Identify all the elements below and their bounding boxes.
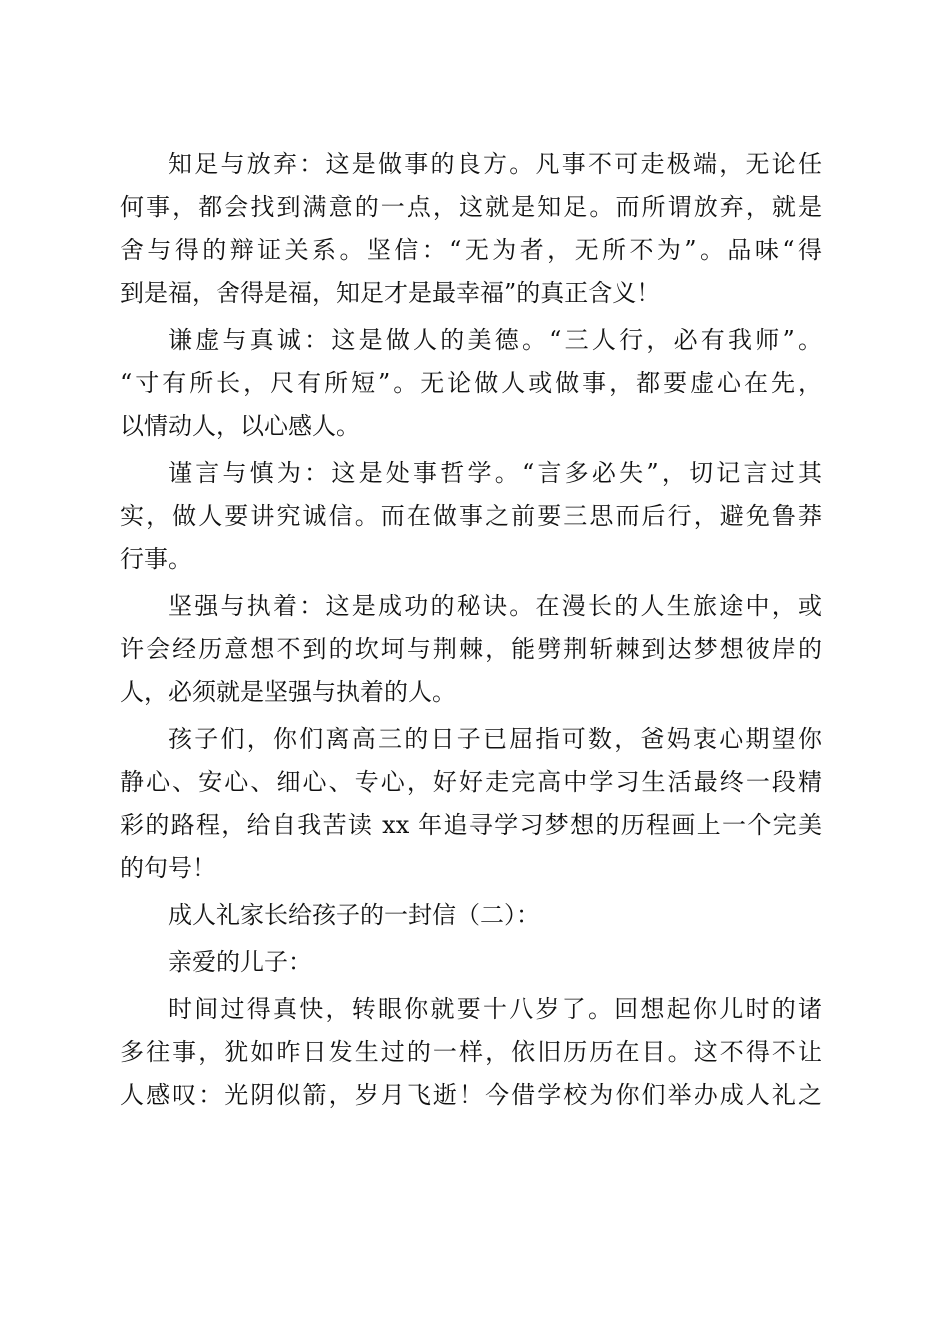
text-line: 彩的路程，给自我苦读 xx 年追寻学习梦想的历程画上一个完美 (120, 811, 822, 839)
text-line: 孩子们，你们离高三的日子已屈指可数，爸妈衷心期望你 (168, 725, 822, 753)
paragraph (120, 319, 822, 448)
text-line: 坚强与执着：这是成功的秘诀。在漫长的人生旅途中，或 (168, 592, 822, 620)
paragraph (120, 143, 822, 315)
text-line: 舍与得的辩证关系。坚信：“无为者，无所不为”。品味“得 (120, 236, 822, 264)
text-line: 人，必须就是坚强与执着的人。 (120, 678, 456, 706)
paragraph (120, 988, 822, 1117)
text-line: 谦虚与真诚：这是做人的美德。“三人行，必有我师”。 (168, 326, 822, 354)
text-line: 以情动人，以心感人。 (120, 412, 360, 440)
text-line: 实，做人要讲究诚信。而在做事之前要三思而后行，避免鲁莽 (120, 502, 822, 530)
text-line: 静心、安心、细心、专心，好好走完高中学习生活最终一段精 (120, 768, 822, 796)
paragraph (120, 585, 822, 714)
text-line: 时间过得真快，转眼你就要十八岁了。回想起你儿时的诸 (168, 995, 822, 1023)
text-line: “寸有所长，尺有所短”。无论做人或做事，都要虚心在先， (120, 369, 822, 397)
text-line: 何事，都会找到满意的一点，这就是知足。而所谓放弃，就是 (120, 193, 822, 221)
text-line: 成人礼家长给孩子的一封信（二）： (168, 901, 540, 929)
text-line: 多往事，犹如昨日发生过的一样，依旧历历在目。这不得不让 (120, 1038, 822, 1066)
paragraph (120, 941, 822, 984)
text-line: 许会经历意想不到的坎坷与荆棘，能劈荆斩棘到达梦想彼岸的 (120, 635, 822, 663)
paragraph (120, 894, 822, 937)
text-line: 人感叹：光阴似箭，岁月飞逝！今借学校为你们举办成人礼之 (120, 1081, 822, 1109)
text-line: 的句号！ (120, 854, 216, 882)
text-line: 行事。 (120, 545, 192, 573)
text-line: 亲爱的儿子： (168, 948, 312, 976)
paragraph (120, 452, 822, 581)
text-line: 到是福，舍得是福，知足才是最幸福”的真正含义！ (120, 279, 661, 307)
paragraph (120, 718, 822, 890)
text-line: 知足与放弃：这是做事的良方。凡事不可走极端，无论任 (168, 150, 822, 178)
document-body (120, 143, 822, 1121)
text-line: 谨言与慎为：这是处事哲学。“言多必失”，切记言过其 (168, 459, 822, 487)
